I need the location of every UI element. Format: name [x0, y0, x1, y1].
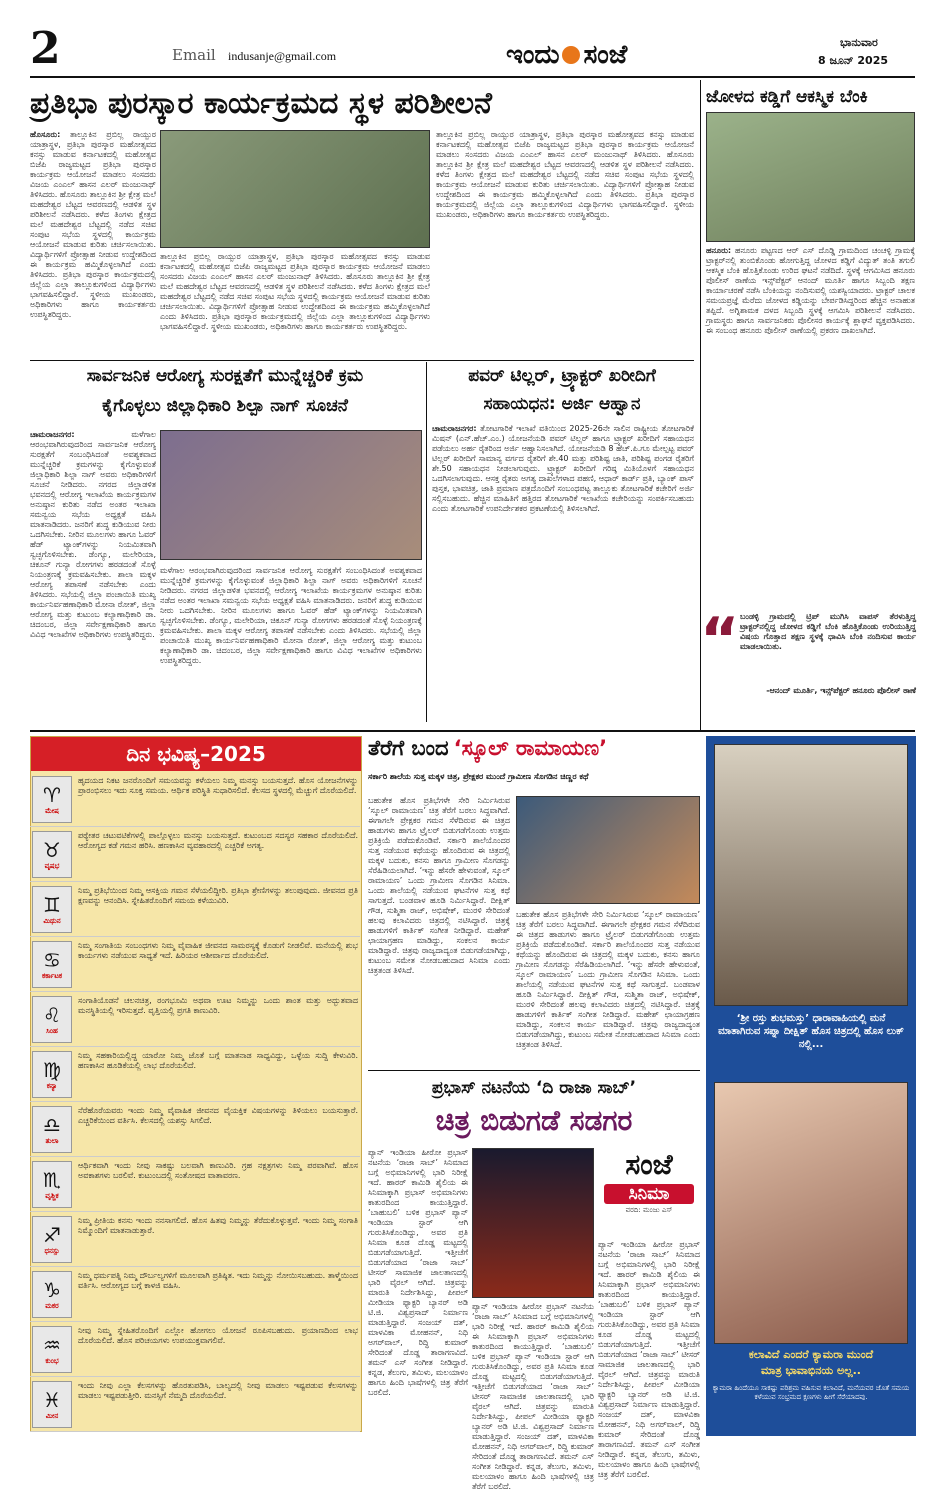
- email-label: Email: [172, 46, 216, 64]
- horoscope-row: [30, 992, 360, 1047]
- horoscope-row: [30, 1267, 360, 1322]
- issue-day: ಭಾನುವಾರ: [840, 36, 878, 49]
- zodiac-symbol: ♑: [43, 1278, 61, 1302]
- zodiac-name: ಮಕರ: [45, 1302, 59, 1310]
- jolada-dateline: ಹನೂರು:: [706, 246, 732, 255]
- raja-body-col3: ಪ್ಯಾನ್ ಇಂಡಿಯಾ ಹೀರೋ ಪ್ರಭಾಸ್ ನಟನೆಯ ‘ರಾಜಾ ಸಾಬ್’ ಸಿನಿಮಾದ ಬಗ್ಗೆ ಅಭಿಮಾನಿಗಳಲ್ಲಿ ಭಾರಿ ನಿರೀಕ್ಷೆ ಇದೆ. ಹಾರರ್ ಕಾಮಿಡಿ ಶೈಲಿಯ ಈ ಸಿನಿಮಾಕ್ಕಾಗಿ ಪ್ರಭಾಸ್ ಅಭಿಮಾನಿಗಳು ಕಾತುರದಿಂದ ಕಾಯುತ್ತಿದ್ದಾರೆ. ‘ಬಾಹುಬಲಿ’ ಬಳಿಕ ಪ್ರಭಾಸ್ ಪ್ಯಾನ್ ಇಂಡಿಯಾ ಸ್ಟಾರ್ ಆಗಿ ಗುರುತಿಸಿಕೊಂಡಿದ್ದು, ಅವರ ಪ್ರತಿ ಸಿನಿಮಾ ಕೂಡ ದೊಡ್ಡ ಮಟ್ಟದಲ್ಲಿ ಬಿಡುಗಡೆಯಾಗುತ್ತಿದೆ. ಇತ್ತೀಚೆಗೆ ಬಿಡುಗಡೆಯಾದ ‘ರಾಜಾ ಸಾಬ್’ ಟೀಸರ್ ಸಾಮಾಜಿಕ ಜಾಲತಾಣದಲ್ಲಿ ಭಾರಿ ವೈರಲ್ ಆಗಿದೆ. ಚಿತ್ರವನ್ನು ಮಾರುತಿ ನಿರ್ದೇಶಿಸಿದ್ದು, ಪೀಪಲ್ ಮೀಡಿಯಾ ಫ್ಯಾಕ್ಟರಿ ಬ್ಯಾನರ್ ಅಡಿ ಟಿ.ಜಿ. ವಿಶ್ವಪ್ರಸಾದ್ ನಿರ್ಮಾಣ ಮಾಡುತ್ತಿದ್ದಾರೆ. ಸಂಜಯ್ ದತ್, ಮಾಳವಿಕಾ ಮೋಹನನ್, ನಿಧಿ ಅಗರ್‌ವಾಲ್, ರಿದ್ಧಿ ಕುಮಾರ್ ಸೇರಿದಂತೆ ದೊಡ್ಡ ತಾರಾಗಣವಿದೆ. ತಮನ್ ಎಸ್ ಸಂಗೀತ ನೀಡಿದ್ದಾರೆ. ಕನ್ನಡ, ತೆಲುಗು, ತಮಿಳು, ಮಲಯಾಳಂ ಹಾಗೂ ಹಿಂದಿ ಭಾಷೆಗಳಲ್ಲಿ ಚಿತ್ರ ತೆರೆಗೆ ಬರಲಿದೆ.: [598, 1240, 700, 1479]
- horoscope-row: [30, 827, 360, 882]
- horoscope-title: ದಿನ ಭವಿಷ್ಯ–2025: [31, 737, 361, 771]
- masthead-sun-icon: [562, 46, 580, 64]
- zodiac-symbol: ♈: [43, 783, 61, 807]
- arogya-headline-line2: ಕೈಗೊಳ್ಳಲು ಜಿಲ್ಲಾಧಿಕಾರಿ ಶಿಲ್ಪಾ ನಾಗ್ ಸೂಚನೆ: [102, 396, 348, 416]
- zodiac-icon: [32, 996, 72, 1043]
- arogya-body-col1: ಚಾಮರಾಜನಗರ: ಮಳೆಗಾಲ ಆರಂಭವಾಗಿರುವುದರಿಂದ ಸಾರ್ವಜನಿಕ ಆರೋಗ್ಯ ಸುರಕ್ಷತೆಗೆ ಸಂಬಂಧಿಸಿದಂತೆ ಅವಶ್ಯಕವಾದ ಮುನ್ನೆಚ್ಚರಿಕೆ ಕ್ರಮಗಳನ್ನು ಕೈಗೊಳ್ಳುವಂತೆ ಜಿಲ್ಲಾಧಿಕಾರಿ ಶಿಲ್ಪಾ ನಾಗ್ ಅವರು ಅಧಿಕಾರಿಗಳಿಗೆ ಸೂಚನೆ ನೀಡಿದರು. ನಗರದ ಜಿಲ್ಲಾಡಳಿತ ಭವನದಲ್ಲಿ ಆರೋಗ್ಯ ಇಲಾಖೆಯ ಕಾರ್ಯಕ್ರಮಗಳ ಅನುಷ್ಠಾನ ಕುರಿತು ನಡೆದ ಅಂತರ ಇಲಾಖಾ ಸಮನ್ವಯ ಸಭೆಯ ಅಧ್ಯಕ್ಷತೆ ವಹಿಸಿ ಮಾತನಾಡಿದರು. ಜನರಿಗೆ ಶುದ್ಧ ಕುಡಿಯುವ ನೀರು ಒದಗಿಸಬೇಕು. ನೀರಿನ ಮೂಲಗಳು ಹಾಗೂ ಓವರ್ ಹೆಡ್ ಟ್ಯಾಂಕ್‌ಗಳನ್ನು ನಿಯಮಿತವಾಗಿ ಸ್ವಚ್ಛಗೊಳಿಸಬೇಕು. ಡೆಂಗ್ಯೂ, ಮಲೇರಿಯಾ, ಚಿಕೂನ್ ಗುನ್ಯಾ ರೋಗಗಳು ಹರಡದಂತೆ ಸೊಳ್ಳೆ ನಿಯಂತ್ರಣಕ್ಕೆ ಕ್ರಮವಹಿಸಬೇಕು. ಶಾಲಾ ಮಕ್ಕಳ ಆರೋಗ್ಯ ತಪಾಸಣೆ ನಡೆಸಬೇಕು ಎಂದು ತಿಳಿಸಿದರು. ಸಭೆಯಲ್ಲಿ ಜಿಲ್ಲಾ ಪಂಚಾಯಿತಿ ಮುಖ್ಯ ಕಾರ್ಯನಿರ್ವಹಣಾಧಿಕಾರಿ ಮೋನಾ ರೋತ್, ಜಿಲ್ಲಾ ಆರೋಗ್ಯ ಮತ್ತು ಕುಟುಂಬ ಕಲ್ಯಾಣಾಧಿಕಾರಿ ಡಾ. ಚಿದಂಬರ, ಜಿಲ್ಲಾ ಸರ್ವೇಕ್ಷಣಾಧಿಕಾರಿ ಹಾಗೂ ವಿವಿಧ ಇಲಾಖೆಗಳ ಅಧಿಕಾರಿಗಳು ಉಪಸ್ಥಿತರಿದ್ದರು.: [30, 430, 156, 639]
- zodiac-icon: [32, 1271, 72, 1318]
- pratibha-photo: [160, 130, 430, 248]
- horoscope-text: ನಿಮ್ಮ ಸಂಗಾತಿಯ ಸಂಬಂಧಗಳು ನಿಮ್ಮ ವೈವಾಹಿಕ ಜೀವನದ ಸಾಮರಸ್ಯಕ್ಕೆ ಕೊಡುಗೆ ನೀಡಲಿವೆ. ಮನೆಯಲ್ಲಿ ಶುಭ ಕಾರ್ಯಗಳು ನಡೆಯುವ ಸಾಧ್ಯತೆ ಇದೆ. ಹಿರಿಯರ ಆಶೀರ್ವಾದ ದೊರೆಯಲಿದೆ.: [78, 941, 358, 960]
- zodiac-name: ವೃಶ್ಚಿಕ: [45, 1192, 59, 1200]
- horoscope-text: ಹೃದಯದ ನಿಕಟ ಜನರೊಂದಿಗೆ ಸಮಯವನ್ನು ಕಳೆಯಲು ನಿಮ್ಮ ಮನಸ್ಸು ಬಯಸುತ್ತದೆ. ಹೊಸ ಯೋಜನೆಗಳನ್ನು ಪ್ರಾರಂಭಿಸಲು ಇದು ಸೂಕ್ತ ಸಮಯ. ಆರ್ಥಿಕ ಪರಿಸ್ಥಿತಿ ಸುಧಾರಿಸಲಿದೆ. ಕೆಲಸದ ಸ್ಥಳದಲ್ಲಿ ಮೆಚ್ಚುಗೆ ದೊರೆಯಲಿದೆ.: [78, 776, 358, 795]
- zodiac-icon: [32, 1161, 72, 1208]
- issue-date: 8 ಜೂನ್ 2025: [818, 54, 889, 67]
- arogya-dateline: ಚಾಮರಾಜನಗರ:: [30, 430, 75, 439]
- arogya-photo: [160, 430, 422, 560]
- zodiac-symbol: ♋: [43, 948, 61, 972]
- sanje-cinema-logo: [598, 1148, 700, 1236]
- tiller-headline-line1: ಪವರ್ ಟಿಲ್ಲರ್, ಟ್ರ್ಯಾಕ್ಟರ್ ಖರೀದಿಗೆ: [468, 366, 656, 386]
- sanje-label: ಸಂಜೆ: [625, 1148, 673, 1181]
- zodiac-icon: [32, 941, 72, 988]
- ramayana-photo: [516, 796, 700, 904]
- actress-photo-1: [714, 744, 908, 1006]
- quote-mark: “: [700, 605, 740, 675]
- header-rule: [30, 76, 915, 78]
- actress-caption: ‘ಶ್ರೀ ರಸ್ತು ಶುಭಮಸ್ತು’ ಧಾರಾವಾಹಿಯಲ್ಲಿ ಮನೆ ಮಾತಾಗಿರುವ ಸಪ್ನಾ ದೀಕ್ಷಿತ್ ಹೊಸ ಚಿತ್ರದಲ್ಲಿ ಹೊಸ ಲುಕ್ ನಲ್ಲಿ...: [718, 1013, 904, 1050]
- zodiac-symbol: ♏: [43, 1168, 61, 1192]
- horoscope-row: [30, 937, 360, 992]
- arogya-body-col2: ಮಳೆಗಾಲ ಆರಂಭವಾಗಿರುವುದರಿಂದ ಸಾರ್ವಜನಿಕ ಆರೋಗ್ಯ ಸುರಕ್ಷತೆಗೆ ಸಂಬಂಧಿಸಿದಂತೆ ಅವಶ್ಯಕವಾದ ಮುನ್ನೆಚ್ಚರಿಕೆ ಕ್ರಮಗಳನ್ನು ಕೈಗೊಳ್ಳುವಂತೆ ಜಿಲ್ಲಾಧಿಕಾರಿ ಶಿಲ್ಪಾ ನಾಗ್ ಅವರು ಅಧಿಕಾರಿಗಳಿಗೆ ಸೂಚನೆ ನೀಡಿದರು. ನಗರದ ಜಿಲ್ಲಾಡಳಿತ ಭವನದಲ್ಲಿ ಆರೋಗ್ಯ ಇಲಾಖೆಯ ಕಾರ್ಯಕ್ರಮಗಳ ಅನುಷ್ಠಾನ ಕುರಿತು ನಡೆದ ಅಂತರ ಇಲಾಖಾ ಸಮನ್ವಯ ಸಭೆಯ ಅಧ್ಯಕ್ಷತೆ ವಹಿಸಿ ಮಾತನಾಡಿದರು. ಜನರಿಗೆ ಶುದ್ಧ ಕುಡಿಯುವ ನೀರು ಒದಗಿಸಬೇಕು. ನೀರಿನ ಮೂಲಗಳು ಹಾಗೂ ಓವರ್ ಹೆಡ್ ಟ್ಯಾಂಕ್‌ಗಳನ್ನು ನಿಯಮಿತವಾಗಿ ಸ್ವಚ್ಛಗೊಳಿಸಬೇಕು. ಡೆಂಗ್ಯೂ, ಮಲೇರಿಯಾ, ಚಿಕೂನ್ ಗುನ್ಯಾ ರೋಗಗಳು ಹರಡದಂತೆ ಸೊಳ್ಳೆ ನಿಯಂತ್ರಣಕ್ಕೆ ಕ್ರಮವಹಿಸಬೇಕು. ಶಾಲಾ ಮಕ್ಕಳ ಆರೋಗ್ಯ ತಪಾಸಣೆ ನಡೆಸಬೇಕು ಎಂದು ತಿಳಿಸಿದರು. ಸಭೆಯಲ್ಲಿ ಜಿಲ್ಲಾ ಪಂಚಾಯಿತಿ ಮುಖ್ಯ ಕಾರ್ಯನಿರ್ವಹಣಾಧಿಕಾರಿ ಮೋನಾ ರೋತ್, ಜಿಲ್ಲಾ ಆರೋಗ್ಯ ಮತ್ತು ಕುಟುಂಬ ಕಲ್ಯಾಣಾಧಿಕಾರಿ ಡಾ. ಚಿದಂಬರ, ಜಿಲ್ಲಾ ಸರ್ವೇಕ್ಷಣಾಧಿಕಾರಿ ಹಾಗೂ ವಿವಿಧ ಇಲಾಖೆಗಳ ಅಧಿಕಾರಿಗಳು ಉಪಸ್ಥಿತರಿದ್ದರು.: [160, 566, 422, 665]
- zodiac-name: ಮಿಥುನ: [43, 917, 61, 925]
- zodiac-symbol: ♍: [43, 1058, 61, 1082]
- jolada-body: ಹನೂರು: ಹನೂರು ಪಟ್ಟಣದ ಆರ್ ಎಸ್ ದೊಡ್ಡಿ ಗ್ರಾಮದಿಂದ ಚಂಚಳ್ಳಿ ಗ್ರಾಮಕ್ಕೆ ಟ್ರಾಕ್ಟರ್‌ನಲ್ಲಿ ತುಂಬಿಕೊಂಡು ಹೋಗುತ್ತಿದ್ದ ಜೋಳದ ಕಡ್ಡಿಗೆ ವಿದ್ಯುತ್ ತಂತಿ ತಗುಲಿ ಆಕಸ್ಮಿಕ ಬೆಂಕಿ ಹೊತ್ತಿಕೊಂಡು ಉರಿದ ಘಟನೆ ನಡೆದಿದೆ. ಸ್ಥಳಕ್ಕೆ ಆಗಮಿಸಿದ ಹನೂರು ಪೊಲೀಸ್ ಠಾಣೆಯ ಇನ್ಸ್‌ಪೆಕ್ಟರ್ ಆನಂದ್ ಮೂರ್ತಿ ಹಾಗೂ ಸಿಬ್ಬಂದಿ ತಕ್ಷಣ ಕಾರ್ಯಾಚರಣೆ ನಡೆಸಿ ಬೆಂಕಿಯನ್ನು ನಂದಿಸುವಲ್ಲಿ ಯಶಸ್ವಿಯಾದರು. ಟ್ರಾಕ್ಟರ್ ಚಾಲಕ ಸಮಯಪ್ರಜ್ಞೆ ಮೆರೆದು ಜೋಳದ ಕಡ್ಡಿಯನ್ನು ಬೇರ್ಪಡಿಸಿದ್ದರಿಂದ ಹೆಚ್ಚಿನ ಅನಾಹುತ ತಪ್ಪಿದೆ. ಅಗ್ನಿಶಾಮಕ ದಳದ ಸಿಬ್ಬಂದಿ ಸ್ಥಳಕ್ಕೆ ಆಗಮಿಸಿ ಪರಿಶೀಲನೆ ನಡೆಸಿದರು. ಗ್ರಾಮಸ್ಥರು ಹಾಗೂ ಸಾರ್ವಜನಿಕರು ಪೊಲೀಸರ ಕಾರ್ಯಕ್ಕೆ ಶ್ಲಾಘನೆ ವ್ಯಕ್ತಪಡಿಸಿದರು. ಈ ಸಂಬಂಧ ಹನೂರು ಪೊಲೀಸ್ ಠಾಣೆಯಲ್ಲಿ ಪ್ರಕರಣ ದಾಖಲಾಗಿದೆ.: [706, 246, 915, 335]
- zodiac-symbol: ♎: [43, 1113, 61, 1137]
- horoscope-row: [30, 1047, 360, 1102]
- zodiac-icon: [32, 886, 72, 933]
- zodiac-name: ಕನ್ಯಾ: [46, 1082, 58, 1090]
- page-header: [0, 0, 945, 80]
- horoscope-text: ಪಠ್ಯೇತರ ಚಟುವಟಿಕೆಗಳಲ್ಲಿ ಪಾಲ್ಗೊಳ್ಳಲು ಮನಸ್ಸು ಬಯಸುತ್ತದೆ. ಕುಟುಂಬದ ಸದಸ್ಯರ ಸಹಕಾರ ದೊರೆಯಲಿದೆ. ಆರೋಗ್ಯದ ಕಡೆ ಗಮನ ಹರಿಸಿ. ಹಣಕಾಸಿನ ವ್ಯವಹಾರದಲ್ಲಿ ಎಚ್ಚರಿಕೆ ಅಗತ್ಯ.: [78, 831, 358, 850]
- zodiac-icon: [32, 831, 72, 878]
- masthead-indu: ಇಂದು: [506, 39, 560, 70]
- cinema-label: ಸಿನಿಮಾ: [604, 1184, 694, 1204]
- zodiac-icon: [32, 1381, 72, 1428]
- horoscope-text: ಇಂದು ನೀವು ಎಲ್ಲಾ ಕೆಲಸಗಳನ್ನು ಹೊರತುಪಡಿಸಿ, ಬಾಲ್ಯದಲ್ಲಿ ನೀವು ಮಾಡಲು ಇಷ್ಟಪಡುವ ಕೆಲಸಗಳನ್ನು ಮಾಡಲು ಇಷ್ಟಪಡುತ್ತೀರಿ. ಮನಸ್ಸಿಗೆ ನೆಮ್ಮದಿ ದೊರೆಯಲಿದೆ.: [78, 1381, 358, 1400]
- quote-body: ಬಂಡಳ್ಳಿ ಗ್ರಾಮದಲ್ಲಿ ಟ್ರಿಪ್ ಮುಗಿಸಿ ವಾಪಸ್ ತೆರಳುತ್ತಿದ್ದ ಟ್ರಾಕ್ಟರ್‌ನಲ್ಲಿದ್ದ ಜೋಳದ ಕಡ್ಡಿಗೆ ಬೆಂಕಿ ಹೊತ್ತಿಕೊಂಡು ಉರಿಯುತ್ತಿದ್ದ ವಿಷಯ ಗೊತ್ತಾದ ತಕ್ಷಣ ಸ್ಥಳಕ್ಕೆ ಧಾವಿಸಿ ಬೆಂಕಿ ನಂದಿಸುವ ಕಾರ್ಯ ಮಾಡಲಾಯಿತು.: [740, 612, 916, 651]
- raja-poster: [472, 1148, 594, 1298]
- horoscope-text: ಆರ್ಥಿಕವಾಗಿ ಇಂದು ನೀವು ಸಾಕಷ್ಟು ಬಲವಾಗಿ ಕಾಣುವಿರಿ. ಗ್ರಹ ನಕ್ಷತ್ರಗಳು ನಿಮ್ಮ ಪರವಾಗಿವೆ. ಹೊಸ ಅವಕಾಶಗಳು ಬರಲಿವೆ. ಕುಟುಂಬದಲ್ಲಿ ಸಂತೋಷದ ವಾತಾವರಣ.: [78, 1161, 358, 1180]
- tiller-dateline: ಚಾಮರಾಜನಗರ:: [432, 424, 477, 433]
- zodiac-name: ಕರ್ಕಾಟಕ: [41, 972, 63, 980]
- pratibha-body-col1: [30, 130, 156, 356]
- pratibha-body: ತಾಲ್ಲೂಕಿನ ಪ್ರಬಿಲ್ಲ ರಾಯ್ಪುರ ಯಾತ್ರಾಸ್ಥಳ, ಪ್ರತಿಭಾ ಪುರಸ್ಕಾರ ಮಹೋತ್ಸವದ ಕನಸ್ಸು ಮಾಡುವ ಕರ್ನಾಟಕದಲ್ಲಿ ಮಹೋತ್ಸವ ಬಿಜೆಪಿ ರಾಜ್ಯಮಟ್ಟದ ಪ್ರತಿಭಾ ಪುರಸ್ಕಾರ ಕಾರ್ಯಕ್ರಮ ಆಯೋಜನೆ ಮಾಡಲು ಸಂಸದರು ವಿಜಯ ಎಂಎಲ್ ಹಾಸನ ಎಲರ್ ಮಂಜುನಾಥ್ ತಿಳಿಸಿದರು. ಹೊಸೂರು ತಾಲ್ಲೂಕಿನ ಶ್ರೀ ಕ್ಷೇತ್ರ ಮಲೆ ಮಹದೇಶ್ವರ ಬೆಟ್ಟದ ಆವರಣದಲ್ಲಿ ಆಡಳಿತ ಸ್ಥಳ ಪರಿಶೀಲನೆ ನಡೆಸಿದರು. ಕಳೆದ ತಿಂಗಳು ಕ್ಷೇತ್ರದ ಮಲೆ ಮಹದೇಶ್ವರ ಬೆಟ್ಟದಲ್ಲಿ ನಡೆದ ಸಚಿವ ಸಂಪುಟ ಸಭೆಯ ಸ್ಥಳದಲ್ಲಿ ಕಾರ್ಯಕ್ರಮ ಆಯೋಜನೆ ಮಾಡುವ ಕುರಿತು ಚರ್ಚಿಸಲಾಯಿತು. ವಿದ್ಯಾರ್ಥಿಗಳಿಗೆ ಪ್ರೋತ್ಸಾಹ ನೀಡುವ ಉದ್ದೇಶದಿಂದ ಈ ಕಾರ್ಯಕ್ರಮ ಹಮ್ಮಿಕೊಳ್ಳಲಾಗಿದೆ ಎಂದು ತಿಳಿಸಿದರು. ಪ್ರತಿಭಾ ಪುರಸ್ಕಾರ ಕಾರ್ಯಕ್ರಮದಲ್ಲಿ ಜಿಲ್ಲೆಯ ಎಲ್ಲಾ ತಾಲ್ಲೂಕುಗಳಿಂದ ವಿದ್ಯಾರ್ಥಿಗಳು ಭಾಗವಹಿಸಲಿದ್ದಾರೆ. ಸ್ಥಳೀಯ ಮುಖಂಡರು, ಅಧಿಕಾರಿಗಳು ಹಾಗೂ ಕಾರ್ಯಕರ್ತರು ಉಪಸ್ಥಿತರಿದ್ದರು.: [30, 130, 156, 319]
- raja-body-col2: ಪ್ಯಾನ್ ಇಂಡಿಯಾ ಹೀರೋ ಪ್ರಭಾಸ್ ನಟನೆಯ ‘ರಾಜಾ ಸಾಬ್’ ಸಿನಿಮಾದ ಬಗ್ಗೆ ಅಭಿಮಾನಿಗಳಲ್ಲಿ ಭಾರಿ ನಿರೀಕ್ಷೆ ಇದೆ. ಹಾರರ್ ಕಾಮಿಡಿ ಶೈಲಿಯ ಈ ಸಿನಿಮಾಕ್ಕಾಗಿ ಪ್ರಭಾಸ್ ಅಭಿಮಾನಿಗಳು ಕಾತುರದಿಂದ ಕಾಯುತ್ತಿದ್ದಾರೆ. ‘ಬಾಹುಬಲಿ’ ಬಳಿಕ ಪ್ರಭಾಸ್ ಪ್ಯಾನ್ ಇಂಡಿಯಾ ಸ್ಟಾರ್ ಆಗಿ ಗುರುತಿಸಿಕೊಂಡಿದ್ದು, ಅವರ ಪ್ರತಿ ಸಿನಿಮಾ ಕೂಡ ದೊಡ್ಡ ಮಟ್ಟದಲ್ಲಿ ಬಿಡುಗಡೆಯಾಗುತ್ತಿದೆ. ಇತ್ತೀಚೆಗೆ ಬಿಡುಗಡೆಯಾದ ‘ರಾಜಾ ಸಾಬ್’ ಟೀಸರ್ ಸಾಮಾಜಿಕ ಜಾಲತಾಣದಲ್ಲಿ ಭಾರಿ ವೈರಲ್ ಆಗಿದೆ. ಚಿತ್ರವನ್ನು ಮಾರುತಿ ನಿರ್ದೇಶಿಸಿದ್ದು, ಪೀಪಲ್ ಮೀಡಿಯಾ ಫ್ಯಾಕ್ಟರಿ ಬ್ಯಾನರ್ ಅಡಿ ಟಿ.ಜಿ. ವಿಶ್ವಪ್ರಸಾದ್ ನಿರ್ಮಾಣ ಮಾಡುತ್ತಿದ್ದಾರೆ. ಸಂಜಯ್ ದತ್, ಮಾಳವಿಕಾ ಮೋಹನನ್, ನಿಧಿ ಅಗರ್‌ವಾಲ್, ರಿದ್ಧಿ ಕುಮಾರ್ ಸೇರಿದಂತೆ ದೊಡ್ಡ ತಾರಾಗಣವಿದೆ. ತಮನ್ ಎಸ್ ಸಂಗೀತ ನೀಡಿದ್ದಾರೆ. ಕನ್ನಡ, ತೆಲುಗು, ತಮಿಳು, ಮಲಯಾಳಂ ಹಾಗೂ ಹಿಂದಿ ಭಾಷೆಗಳಲ್ಲಿ ಚಿತ್ರ ತೆರೆಗೆ ಬರಲಿದೆ.: [472, 1302, 594, 1491]
- horoscope-row: [30, 772, 360, 827]
- tiller-headline-line2: ಸಹಾಯಧನ: ಅರ್ಜಿ ಆಹ್ವಾನ: [483, 394, 641, 414]
- pratibha-body-col3: ತಾಲ್ಲೂಕಿನ ಪ್ರಬಿಲ್ಲ ರಾಯ್ಪುರ ಯಾತ್ರಾಸ್ಥಳ, ಪ್ರತಿಭಾ ಪುರಸ್ಕಾರ ಮಹೋತ್ಸವದ ಕನಸ್ಸು ಮಾಡುವ ಕರ್ನಾಟಕದಲ್ಲಿ ಮಹೋತ್ಸವ ಬಿಜೆಪಿ ರಾಜ್ಯಮಟ್ಟದ ಪ್ರತಿಭಾ ಪುರಸ್ಕಾರ ಕಾರ್ಯಕ್ರಮ ಆಯೋಜನೆ ಮಾಡಲು ಸಂಸದರು ವಿಜಯ ಎಂಎಲ್ ಹಾಸನ ಎಲರ್ ಮಂಜುನಾಥ್ ತಿಳಿಸಿದರು. ಹೊಸೂರು ತಾಲ್ಲೂಕಿನ ಶ್ರೀ ಕ್ಷೇತ್ರ ಮಲೆ ಮಹದೇಶ್ವರ ಬೆಟ್ಟದ ಆವರಣದಲ್ಲಿ ಆಡಳಿತ ಸ್ಥಳ ಪರಿಶೀಲನೆ ನಡೆಸಿದರು. ಕಳೆದ ತಿಂಗಳು ಕ್ಷೇತ್ರದ ಮಲೆ ಮಹದೇಶ್ವರ ಬೆಟ್ಟದಲ್ಲಿ ನಡೆದ ಸಚಿವ ಸಂಪುಟ ಸಭೆಯ ಸ್ಥಳದಲ್ಲಿ ಕಾರ್ಯಕ್ರಮ ಆಯೋಜನೆ ಮಾಡುವ ಕುರಿತು ಚರ್ಚಿಸಲಾಯಿತು. ವಿದ್ಯಾರ್ಥಿಗಳಿಗೆ ಪ್ರೋತ್ಸಾಹ ನೀಡುವ ಉದ್ದೇಶದಿಂದ ಈ ಕಾರ್ಯಕ್ರಮ ಹಮ್ಮಿಕೊಳ್ಳಲಾಗಿದೆ ಎಂದು ತಿಳಿಸಿದರು. ಪ್ರತಿಭಾ ಪುರಸ್ಕಾರ ಕಾರ್ಯಕ್ರಮದಲ್ಲಿ ಜಿಲ್ಲೆಯ ಎಲ್ಲಾ ತಾಲ್ಲೂಕುಗಳಿಂದ ವಿದ್ಯಾರ್ಥಿಗಳು ಭಾಗವಹಿಸಲಿದ್ದಾರೆ. ಸ್ಥಳೀಯ ಮುಖಂಡರು, ಅಧಿಕಾರಿಗಳು ಹಾಗೂ ಕಾರ್ಯಕರ್ತರು ಉಪಸ್ಥಿತರಿದ್ದರು.: [436, 130, 694, 219]
- horoscope-text: ನಿಮ್ಮ ಧರ್ಮಪತ್ನಿ ನಿಮ್ಮ ದೌರ್ಬಲ್ಯಗಳಿಗೆ ಮೂಲವಾಗಿ ಪ್ರತಿಷ್ಠಿತ. ಇದು ನಿಮ್ಮನ್ನು ನೋಯಿಸಬಹುದು. ತಾಳ್ಮೆಯಿಂದ ವರ್ತಿಸಿ. ಆರೋಗ್ಯದ ಬಗ್ಗೆ ಕಾಳಜಿ ವಹಿಸಿ.: [78, 1271, 358, 1290]
- quote-byline: -ಆನಂದ್ ಮೂರ್ತಿ, ಇನ್ಸ್‌ಪೆಕ್ಟರ್ ಹನೂರು ಪೊಲೀಸ್ ಠಾಣೆ: [766, 686, 916, 695]
- horoscope-row: [30, 1157, 360, 1212]
- jolada-photo: [706, 112, 915, 242]
- horoscope-text: ನೀವು ನಿಮ್ಮ ಸ್ನೇಹಿತರೊಂದಿಗೆ ಎಲ್ಲೋ ಹೋಗಲು ಯೋಜನೆ ರೂಪಿಸಬಹುದು. ಪ್ರಯಾಣದಿಂದ ಲಾಭ ದೊರೆಯಲಿದೆ. ಹೊಸ ಪರಿಚಯಗಳು ಉಪಯುಕ್ತವಾಗಲಿವೆ.: [78, 1326, 358, 1345]
- zodiac-name: ಧನಸ್ಸು: [44, 1247, 60, 1255]
- cinema-byline: ವರದಿ: ಮಂಜು ಎಸ್: [625, 1206, 673, 1214]
- bottom-caption-line1: ಕಲಾವಿದೆ ಎಂದರೆ ಕ್ಯಾಮರಾ ಮುಂದೆ: [748, 1348, 874, 1361]
- zodiac-symbol: ♌: [43, 1003, 61, 1027]
- bottom-caption-line2: ಮಾತ್ರ ಭಾವಾಭಿನಯ ಅಲ್ಲ..: [761, 1364, 861, 1377]
- col-divider-mid: [426, 362, 427, 722]
- raja-headline-line1: ಪ್ರಭಾಸ್ ನಟನೆಯ ‘ದಿ ರಾಜಾ ಸಾಬ್’: [431, 1078, 637, 1098]
- ramayana-subhead: ಸರ್ಕಾರಿ ಶಾಲೆಯ ಸುತ್ತ ಮಕ್ಕಳ ಚಿತ್ರ, ಪ್ರೇಕ್ಷಕರ ಮುಂದೆ ಗ್ರಾಮೀಣ ಸೊಗಡಿನ ಚಿಣ್ಣರ ಕಥೆ: [368, 772, 589, 781]
- zodiac-symbol: ♐: [43, 1223, 61, 1247]
- arogya-headline-line1: ಸಾರ್ವಜನಿಕ ಆರೋಗ್ಯ ಸುರಕ್ಷತೆಗೆ ಮುನ್ನೆಚ್ಚರಿಕೆ ಕ್ರಮ: [86, 366, 364, 386]
- zodiac-icon: [32, 776, 72, 823]
- jolada-headline: ಜೋಳದ ಕಡ್ಡಿಗೆ ಆಕಸ್ಮಿಕ ಬೆಂಕಿ: [706, 87, 868, 107]
- horoscope-row: [30, 1212, 360, 1267]
- ramayana-headline-title: ‘ಸ್ಕೂಲ್ ರಾಮಾಯಣ’: [453, 736, 608, 760]
- zodiac-name: ಕುಂಭ: [45, 1357, 59, 1365]
- zodiac-icon: [32, 1326, 72, 1373]
- zodiac-symbol: ♓: [43, 1388, 61, 1412]
- pratibha-headline: ಪ್ರತಿಭಾ ಪುರಸ್ಕಾರ ಕಾರ್ಯಕ್ರಮದ ಸ್ಥಳ ಪರಿಶೀಲನೆ: [30, 86, 492, 121]
- masthead-sanje: ಸಂಜೆ: [583, 39, 628, 70]
- raja-headline-line2: ಚಿತ್ರ ಬಿಡುಗಡೆ ಸಡಗರ: [435, 1104, 633, 1137]
- bottom-section-rule: [30, 730, 915, 732]
- ramayana-headline: [368, 736, 700, 770]
- zodiac-name: ವೃಷಭ: [44, 862, 60, 870]
- actress-panel: [706, 736, 916, 1436]
- horoscope-text: ನಿಮ್ಮ ಪ್ರತಿಭೆಯಿಂದ ನಿಮ್ಮ ಆಸಕ್ತಿಯ ಗಮನ ಸೆಳೆಯಲಿದ್ದೀರಿ. ಪ್ರತಿಭಾ ಶ್ರೇಣಿಗಳನ್ನು ತಲುಪುವುದು. ಜೀವನದ ಪ್ರತಿ ಕ್ಷಣವನ್ನು ಆನಂದಿಸಿ. ಸ್ನೇಹಿತರೊಂದಿಗೆ ಸಮಯ ಕಳೆಯುವಿರಿ.: [78, 886, 358, 905]
- tiller-body: ಚಾಮರಾಜನಗರ: ತೋಟಗಾರಿಕೆ ಇಲಾಖೆ ವತಿಯಿಂದ 2025-26ನೇ ಸಾಲಿನ ರಾಷ್ಟ್ರೀಯ ತೋಟಗಾರಿಕೆ ಮಿಷನ್ (ಎನ್.ಹೆಚ್.ಎಂ.) ಯೋಜನೆಯಡಿ ಪವರ್ ಟಿಲ್ಲರ್ ಹಾಗೂ ಟ್ರ್ಯಾಕ್ಟರ್ ಖರೀದಿಗೆ ಸಹಾಯಧನ ಪಡೆಯಲು ಅರ್ಹ ರೈತರಿಂದ ಅರ್ಜಿ ಆಹ್ವಾನಿಸಲಾಗಿದೆ. ಯೋಜನೆಯಡಿ 8 ಹೆಚ್.ಪಿ.ಗೂ ಮೇಲ್ಪಟ್ಟ ಪವರ್ ಟಿಲ್ಲರ್ ಖರೀದಿಗೆ ಸಾಮಾನ್ಯ ವರ್ಗದ ರೈತರಿಗೆ ಶೇ.40 ಮತ್ತು ಪರಿಶಿಷ್ಟ ಜಾತಿ, ಪರಿಶಿಷ್ಟ ಪಂಗಡ ರೈತರಿಗೆ ಶೇ.50 ಸಹಾಯಧನ ನೀಡಲಾಗುವುದು. ಟ್ರ್ಯಾಕ್ಟರ್ ಖರೀದಿಗೆ ಗರಿಷ್ಠ ಮಿತಿಯೊಳಗೆ ಸಹಾಯಧನ ಒದಗಿಸಲಾಗುವುದು. ಆಸಕ್ತ ರೈತರು ಅಗತ್ಯ ದಾಖಲೆಗಳಾದ ಪಹಣಿ, ಆಧಾರ್ ಕಾರ್ಡ್ ಪ್ರತಿ, ಬ್ಯಾಂಕ್ ಪಾಸ್ ಪುಸ್ತಕ, ಭಾವಚಿತ್ರ, ಜಾತಿ ಪ್ರಮಾಣ ಪತ್ರದೊಂದಿಗೆ ಸಂಬಂಧಪಟ್ಟ ತಾಲ್ಲೂಕು ತೋಟಗಾರಿಕೆ ಕಚೇರಿಗೆ ಅರ್ಜಿ ಸಲ್ಲಿಸಬಹುದು. ಹೆಚ್ಚಿನ ಮಾಹಿತಿಗೆ ಹತ್ತಿರದ ತೋಟಗಾರಿಕೆ ಇಲಾಖೆಯ ಕಚೇರಿಯನ್ನು ಸಂಪರ್ಕಿಸಬಹುದು ಎಂದು ತೋಟಗಾರಿಕೆ ಉಪನಿರ್ದೇಶಕರ ಪ್ರಕಟಣೆಯಲ್ಲಿ ತಿಳಿಸಲಾಗಿದೆ.: [432, 424, 694, 513]
- masthead: [506, 35, 716, 75]
- zodiac-name: ಮೀನ: [45, 1412, 59, 1420]
- email-address[interactable]: indusanje@gmail.com: [228, 49, 337, 63]
- horoscope-row: [30, 882, 360, 937]
- raja-rule: [368, 1070, 700, 1071]
- horoscope-text: ನೆರೆಹೊರೆಯವರು ಇಂದು ನಿಮ್ಮ ವೈವಾಹಿಕ ಜೀವನದ ವೈಯಕ್ತಿಕ ವಿಷಯಗಳನ್ನು ತಿಳಿಯಲು ಬಯಸುತ್ತಾರೆ. ಎಚ್ಚರಿಕೆಯಿಂದ ವರ್ತಿಸಿ. ಕೆಲಸದಲ್ಲಿ ಯಶಸ್ಸು ಸಿಗಲಿದೆ.: [78, 1106, 358, 1125]
- ramayana-headline-prefix: ತೆರೆಗೆ ಬಂದ: [368, 736, 449, 760]
- horoscope-text: ಸಂಗಾತಿಯೊಡನೆ ಚಲನಚಿತ್ರ, ರಂಗಭೂಮಿ ಅಥವಾ ಊಟ ನಿಮ್ಮನ್ನು ಒಂದು ಶಾಂತ ಮತ್ತು ಅದ್ಭುತವಾದ ಮನಸ್ಥಿತಿಯಲ್ಲಿ ಇರಿಸುತ್ತದೆ. ವೃತ್ತಿಯಲ್ಲಿ ಪ್ರಗತಿ ಕಾಣುವಿರಿ.: [78, 996, 358, 1015]
- bottom-caption-body: ಕ್ಯಾಮರಾ ಹಿಂದೆಯೂ ಸಾಕಷ್ಟು ಪರಿಶ್ರಮ ವಹಿಸುವ ಕಲಾವಿದೆ, ಮನೆಯವರ ಜೊತೆ ಸಮಯ ಕಳೆಯುವ ಸಂಭ್ರಮದ ಕ್ಷಣಗಳು ಹೀಗೆ ಸೆರೆಯಾದವು.: [712, 1384, 910, 1401]
- ramayana-body-col1: ಬಹುತೇಕ ಹೊಸ ಪ್ರತಿಭೆಗಳೇ ಸೇರಿ ನಿರ್ಮಿಸಿರುವ ‘ಸ್ಕೂಲ್ ರಾಮಾಯಣ’ ಚಿತ್ರ ತೆರೆಗೆ ಬರಲು ಸಿದ್ಧವಾಗಿದೆ. ಈಗಾಗಲೇ ಪ್ರೇಕ್ಷಕರ ಗಮನ ಸೆಳೆದಿರುವ ಈ ಚಿತ್ರದ ಹಾಡುಗಳು ಹಾಗೂ ಟ್ರೈಲರ್ ಬಿಡುಗಡೆಗೊಂಡು ಉತ್ತಮ ಪ್ರತಿಕ್ರಿಯೆ ಪಡೆದುಕೊಂಡಿವೆ. ಸರ್ಕಾರಿ ಶಾಲೆಯೊಂದರ ಸುತ್ತ ನಡೆಯುವ ಕಥೆಯನ್ನು ಹೊಂದಿರುವ ಈ ಚಿತ್ರದಲ್ಲಿ ಮಕ್ಕಳ ಬದುಕು, ಕನಸು ಹಾಗೂ ಗ್ರಾಮೀಣ ಸೊಗಡನ್ನು ಸೆರೆಹಿಡಿಯಲಾಗಿದೆ. ‘ಇನ್ನು ಹೆಸರೇ ಹೇಳುವಂತೆ, ಸ್ಕೂಲ್ ರಾಮಾಯಣ’ ಒಂದು ಗ್ರಾಮೀಣ ಸೊಗಡಿನ ಸಿನಿಮಾ. ಒಂದು ಶಾಲೆಯಲ್ಲಿ ನಡೆಯುವ ಘಟನೆಗಳ ಸುತ್ತ ಕಥೆ ಸಾಗುತ್ತದೆ. ಬಂಡವಾಳ ಹೂಡಿ ನಿರ್ಮಿಸಿದ್ದಾರೆ. ದೀಕ್ಷಿತ್ ಗೌಡ, ಸುಶ್ಮಿತಾ ರಾಜ್, ಅಭಿಷೇಕ್, ಮುರಳಿ ಸೇರಿದಂತೆ ಹಲವು ಕಲಾವಿದರು ಚಿತ್ರದಲ್ಲಿ ನಟಿಸಿದ್ದಾರೆ. ಚಿತ್ರಕ್ಕೆ ಹಾಡುಗಳಿಗೆ ಕಾರ್ತಿಕ್ ಸಂಗೀತ ನೀಡಿದ್ದಾರೆ. ಮಹೇಶ್ ಛಾಯಾಗ್ರಹಣ ಮಾಡಿದ್ದು, ಸಂಕಲನ ಕಾರ್ಯ ಮಾಡಿದ್ದಾರೆ. ಚಿತ್ರವು ರಾಜ್ಯದಾದ್ಯಂತ ಬಿಡುಗಡೆಯಾಗಿದ್ದು, ಕುಟುಂಬ ಸಮೇತ ನೋಡಬಹುದಾದ ಸಿನಿಮಾ ಎಂದು ಚಿತ್ರತಂಡ ತಿಳಿಸಿದೆ.: [368, 796, 510, 975]
- zodiac-symbol: ♒: [43, 1333, 61, 1357]
- mid-rule: [30, 360, 694, 361]
- zodiac-name: ತುಲಾ: [45, 1137, 59, 1145]
- raja-body-col1: ಪ್ಯಾನ್ ಇಂಡಿಯಾ ಹೀರೋ ಪ್ರಭಾಸ್ ನಟನೆಯ ‘ರಾಜಾ ಸಾಬ್’ ಸಿನಿಮಾದ ಬಗ್ಗೆ ಅಭಿಮಾನಿಗಳಲ್ಲಿ ಭಾರಿ ನಿರೀಕ್ಷೆ ಇದೆ. ಹಾರರ್ ಕಾಮಿಡಿ ಶೈಲಿಯ ಈ ಸಿನಿಮಾಕ್ಕಾಗಿ ಪ್ರಭಾಸ್ ಅಭಿಮಾನಿಗಳು ಕಾತುರದಿಂದ ಕಾಯುತ್ತಿದ್ದಾರೆ. ‘ಬಾಹುಬಲಿ’ ಬಳಿಕ ಪ್ರಭಾಸ್ ಪ್ಯಾನ್ ಇಂಡಿಯಾ ಸ್ಟಾರ್ ಆಗಿ ಗುರುತಿಸಿಕೊಂಡಿದ್ದು, ಅವರ ಪ್ರತಿ ಸಿನಿಮಾ ಕೂಡ ದೊಡ್ಡ ಮಟ್ಟದಲ್ಲಿ ಬಿಡುಗಡೆಯಾಗುತ್ತಿದೆ. ಇತ್ತೀಚೆಗೆ ಬಿಡುಗಡೆಯಾದ ‘ರಾಜಾ ಸಾಬ್’ ಟೀಸರ್ ಸಾಮಾಜಿಕ ಜಾಲತಾಣದಲ್ಲಿ ಭಾರಿ ವೈರಲ್ ಆಗಿದೆ. ಚಿತ್ರವನ್ನು ಮಾರುತಿ ನಿರ್ದೇಶಿಸಿದ್ದು, ಪೀಪಲ್ ಮೀಡಿಯಾ ಫ್ಯಾಕ್ಟರಿ ಬ್ಯಾನರ್ ಅಡಿ ಟಿ.ಜಿ. ವಿಶ್ವಪ್ರಸಾದ್ ನಿರ್ಮಾಣ ಮಾಡುತ್ತಿದ್ದಾರೆ. ಸಂಜಯ್ ದತ್, ಮಾಳವಿಕಾ ಮೋಹನನ್, ನಿಧಿ ಅಗರ್‌ವಾಲ್, ರಿದ್ಧಿ ಕುಮಾರ್ ಸೇರಿದಂತೆ ದೊಡ್ಡ ತಾರಾಗಣವಿದೆ. ತಮನ್ ಎಸ್ ಸಂಗೀತ ನೀಡಿದ್ದಾರೆ. ಕನ್ನಡ, ತೆಲುಗು, ತಮಿಳು, ಮಲಯಾಳಂ ಹಾಗೂ ಹಿಂದಿ ಭಾಷೆಗಳಲ್ಲಿ ಚಿತ್ರ ತೆರೆಗೆ ಬರಲಿದೆ.: [368, 1148, 468, 1397]
- horoscope-row: [30, 1377, 360, 1432]
- actress-photo-2: [714, 1082, 908, 1344]
- ramayana-body-col2: ಬಹುತೇಕ ಹೊಸ ಪ್ರತಿಭೆಗಳೇ ಸೇರಿ ನಿರ್ಮಿಸಿರುವ ‘ಸ್ಕೂಲ್ ರಾಮಾಯಣ’ ಚಿತ್ರ ತೆರೆಗೆ ಬರಲು ಸಿದ್ಧವಾಗಿದೆ. ಈಗಾಗಲೇ ಪ್ರೇಕ್ಷಕರ ಗಮನ ಸೆಳೆದಿರುವ ಈ ಚಿತ್ರದ ಹಾಡುಗಳು ಹಾಗೂ ಟ್ರೈಲರ್ ಬಿಡುಗಡೆಗೊಂಡು ಉತ್ತಮ ಪ್ರತಿಕ್ರಿಯೆ ಪಡೆದುಕೊಂಡಿವೆ. ಸರ್ಕಾರಿ ಶಾಲೆಯೊಂದರ ಸುತ್ತ ನಡೆಯುವ ಕಥೆಯನ್ನು ಹೊಂದಿರುವ ಈ ಚಿತ್ರದಲ್ಲಿ ಮಕ್ಕಳ ಬದುಕು, ಕನಸು ಹಾಗೂ ಗ್ರಾಮೀಣ ಸೊಗಡನ್ನು ಸೆರೆಹಿಡಿಯಲಾಗಿದೆ. ‘ಇನ್ನು ಹೆಸರೇ ಹೇಳುವಂತೆ, ಸ್ಕೂಲ್ ರಾಮಾಯಣ’ ಒಂದು ಗ್ರಾಮೀಣ ಸೊಗಡಿನ ಸಿನಿಮಾ. ಒಂದು ಶಾಲೆಯಲ್ಲಿ ನಡೆಯುವ ಘಟನೆಗಳ ಸುತ್ತ ಕಥೆ ಸಾಗುತ್ತದೆ. ಬಂಡವಾಳ ಹೂಡಿ ನಿರ್ಮಿಸಿದ್ದಾರೆ. ದೀಕ್ಷಿತ್ ಗೌಡ, ಸುಶ್ಮಿತಾ ರಾಜ್, ಅಭಿಷೇಕ್, ಮುರಳಿ ಸೇರಿದಂತೆ ಹಲವು ಕಲಾವಿದರು ಚಿತ್ರದಲ್ಲಿ ನಟಿಸಿದ್ದಾರೆ. ಚಿತ್ರಕ್ಕೆ ಹಾಡುಗಳಿಗೆ ಕಾರ್ತಿಕ್ ಸಂಗೀತ ನೀಡಿದ್ದಾರೆ. ಮಹೇಶ್ ಛಾಯಾಗ್ರಹಣ ಮಾಡಿದ್ದು, ಸಂಕಲನ ಕಾರ್ಯ ಮಾಡಿದ್ದಾರೆ. ಚಿತ್ರವು ರಾಜ್ಯದಾದ್ಯಂತ ಬಿಡುಗಡೆಯಾಗಿದ್ದು, ಕುಟುಂಬ ಸಮೇತ ನೋಡಬಹುದಾದ ಸಿನಿಮಾ ಎಂದು ಚಿತ್ರತಂಡ ತಿಳಿಸಿದೆ.: [516, 910, 700, 1049]
- zodiac-symbol: ♉: [43, 838, 61, 862]
- zodiac-name: ಸಿಂಹ: [46, 1027, 58, 1035]
- zodiac-name: ಮೇಷ: [45, 807, 59, 815]
- horoscope-text: ನಿಮ್ಮ ಸಹಕಾರಿಯಲ್ಲಿದ್ದ ಯಾರೋ ನಿಮ್ಮ ಜೊತೆ ಬಗ್ಗೆ ಮಾತನಾಡ ಸಾಧ್ಯವಿದ್ದು, ಒಳ್ಳೆಯ ಸುದ್ದಿ ಕೇಳುವಿರಿ. ಹಣಕಾಸಿನ ಹೂಡಿಕೆಯಲ್ಲಿ ಲಾಭ ದೊರೆಯಲಿದೆ.: [78, 1051, 358, 1070]
- horoscope-row: [30, 1322, 360, 1377]
- zodiac-icon: [32, 1106, 72, 1153]
- zodiac-icon: [32, 1216, 72, 1263]
- zodiac-symbol: ♊: [43, 893, 61, 917]
- horoscope-row: [30, 1102, 360, 1157]
- zodiac-icon: [32, 1051, 72, 1098]
- page-number: 2: [30, 23, 61, 74]
- horoscope-text: ನಿಮ್ಮ ಪ್ರೀತಿಯ ಕನಸು ಇಂದು ನನಸಾಗಲಿದೆ. ಹೊಸ ಹಿತವು ನಿಮ್ಮನ್ನು ತೆರೆದುಕೊಳ್ಳುತ್ತವೆ. ಇಂದು ನಿಮ್ಮ ಸಂಗಾತಿ ನಿಮ್ಮೊಂದಿಗೆ ಮಾತನಾಡುತ್ತಾರೆ.: [78, 1216, 358, 1235]
- pratibha-dateline: ಹೊಸೂರು:: [30, 130, 61, 139]
- pratibha-body-col2: ತಾಲ್ಲೂಕಿನ ಪ್ರಬಿಲ್ಲ ರಾಯ್ಪುರ ಯಾತ್ರಾಸ್ಥಳ, ಪ್ರತಿಭಾ ಪುರಸ್ಕಾರ ಮಹೋತ್ಸವದ ಕನಸ್ಸು ಮಾಡುವ ಕರ್ನಾಟಕದಲ್ಲಿ ಮಹೋತ್ಸವ ಬಿಜೆಪಿ ರಾಜ್ಯಮಟ್ಟದ ಪ್ರತಿಭಾ ಪುರಸ್ಕಾರ ಕಾರ್ಯಕ್ರಮ ಆಯೋಜನೆ ಮಾಡಲು ಸಂಸದರು ವಿಜಯ ಎಂಎಲ್ ಹಾಸನ ಎಲರ್ ಮಂಜುನಾಥ್ ತಿಳಿಸಿದರು. ಹೊಸೂರು ತಾಲ್ಲೂಕಿನ ಶ್ರೀ ಕ್ಷೇತ್ರ ಮಲೆ ಮಹದೇಶ್ವರ ಬೆಟ್ಟದ ಆವರಣದಲ್ಲಿ ಆಡಳಿತ ಸ್ಥಳ ಪರಿಶೀಲನೆ ನಡೆಸಿದರು. ಕಳೆದ ತಿಂಗಳು ಕ್ಷೇತ್ರದ ಮಲೆ ಮಹದೇಶ್ವರ ಬೆಟ್ಟದಲ್ಲಿ ನಡೆದ ಸಚಿವ ಸಂಪುಟ ಸಭೆಯ ಸ್ಥಳದಲ್ಲಿ ಕಾರ್ಯಕ್ರಮ ಆಯೋಜನೆ ಮಾಡುವ ಕುರಿತು ಚರ್ಚಿಸಲಾಯಿತು. ವಿದ್ಯಾರ್ಥಿಗಳಿಗೆ ಪ್ರೋತ್ಸಾಹ ನೀಡುವ ಉದ್ದೇಶದಿಂದ ಈ ಕಾರ್ಯಕ್ರಮ ಹಮ್ಮಿಕೊಳ್ಳಲಾಗಿದೆ ಎಂದು ತಿಳಿಸಿದರು. ಪ್ರತಿಭಾ ಪುರಸ್ಕಾರ ಕಾರ್ಯಕ್ರಮದಲ್ಲಿ ಜಿಲ್ಲೆಯ ಎಲ್ಲಾ ತಾಲ್ಲೂಕುಗಳಿಂದ ವಿದ್ಯಾರ್ಥಿಗಳು ಭಾಗವಹಿಸಲಿದ್ದಾರೆ. ಸ್ಥಳೀಯ ಮುಖಂಡರು, ಅಧಿಕಾರಿಗಳು ಹಾಗೂ ಕಾರ್ಯಕರ್ತರು ಉಪಸ್ಥಿತರಿದ್ದರು.: [160, 252, 430, 331]
